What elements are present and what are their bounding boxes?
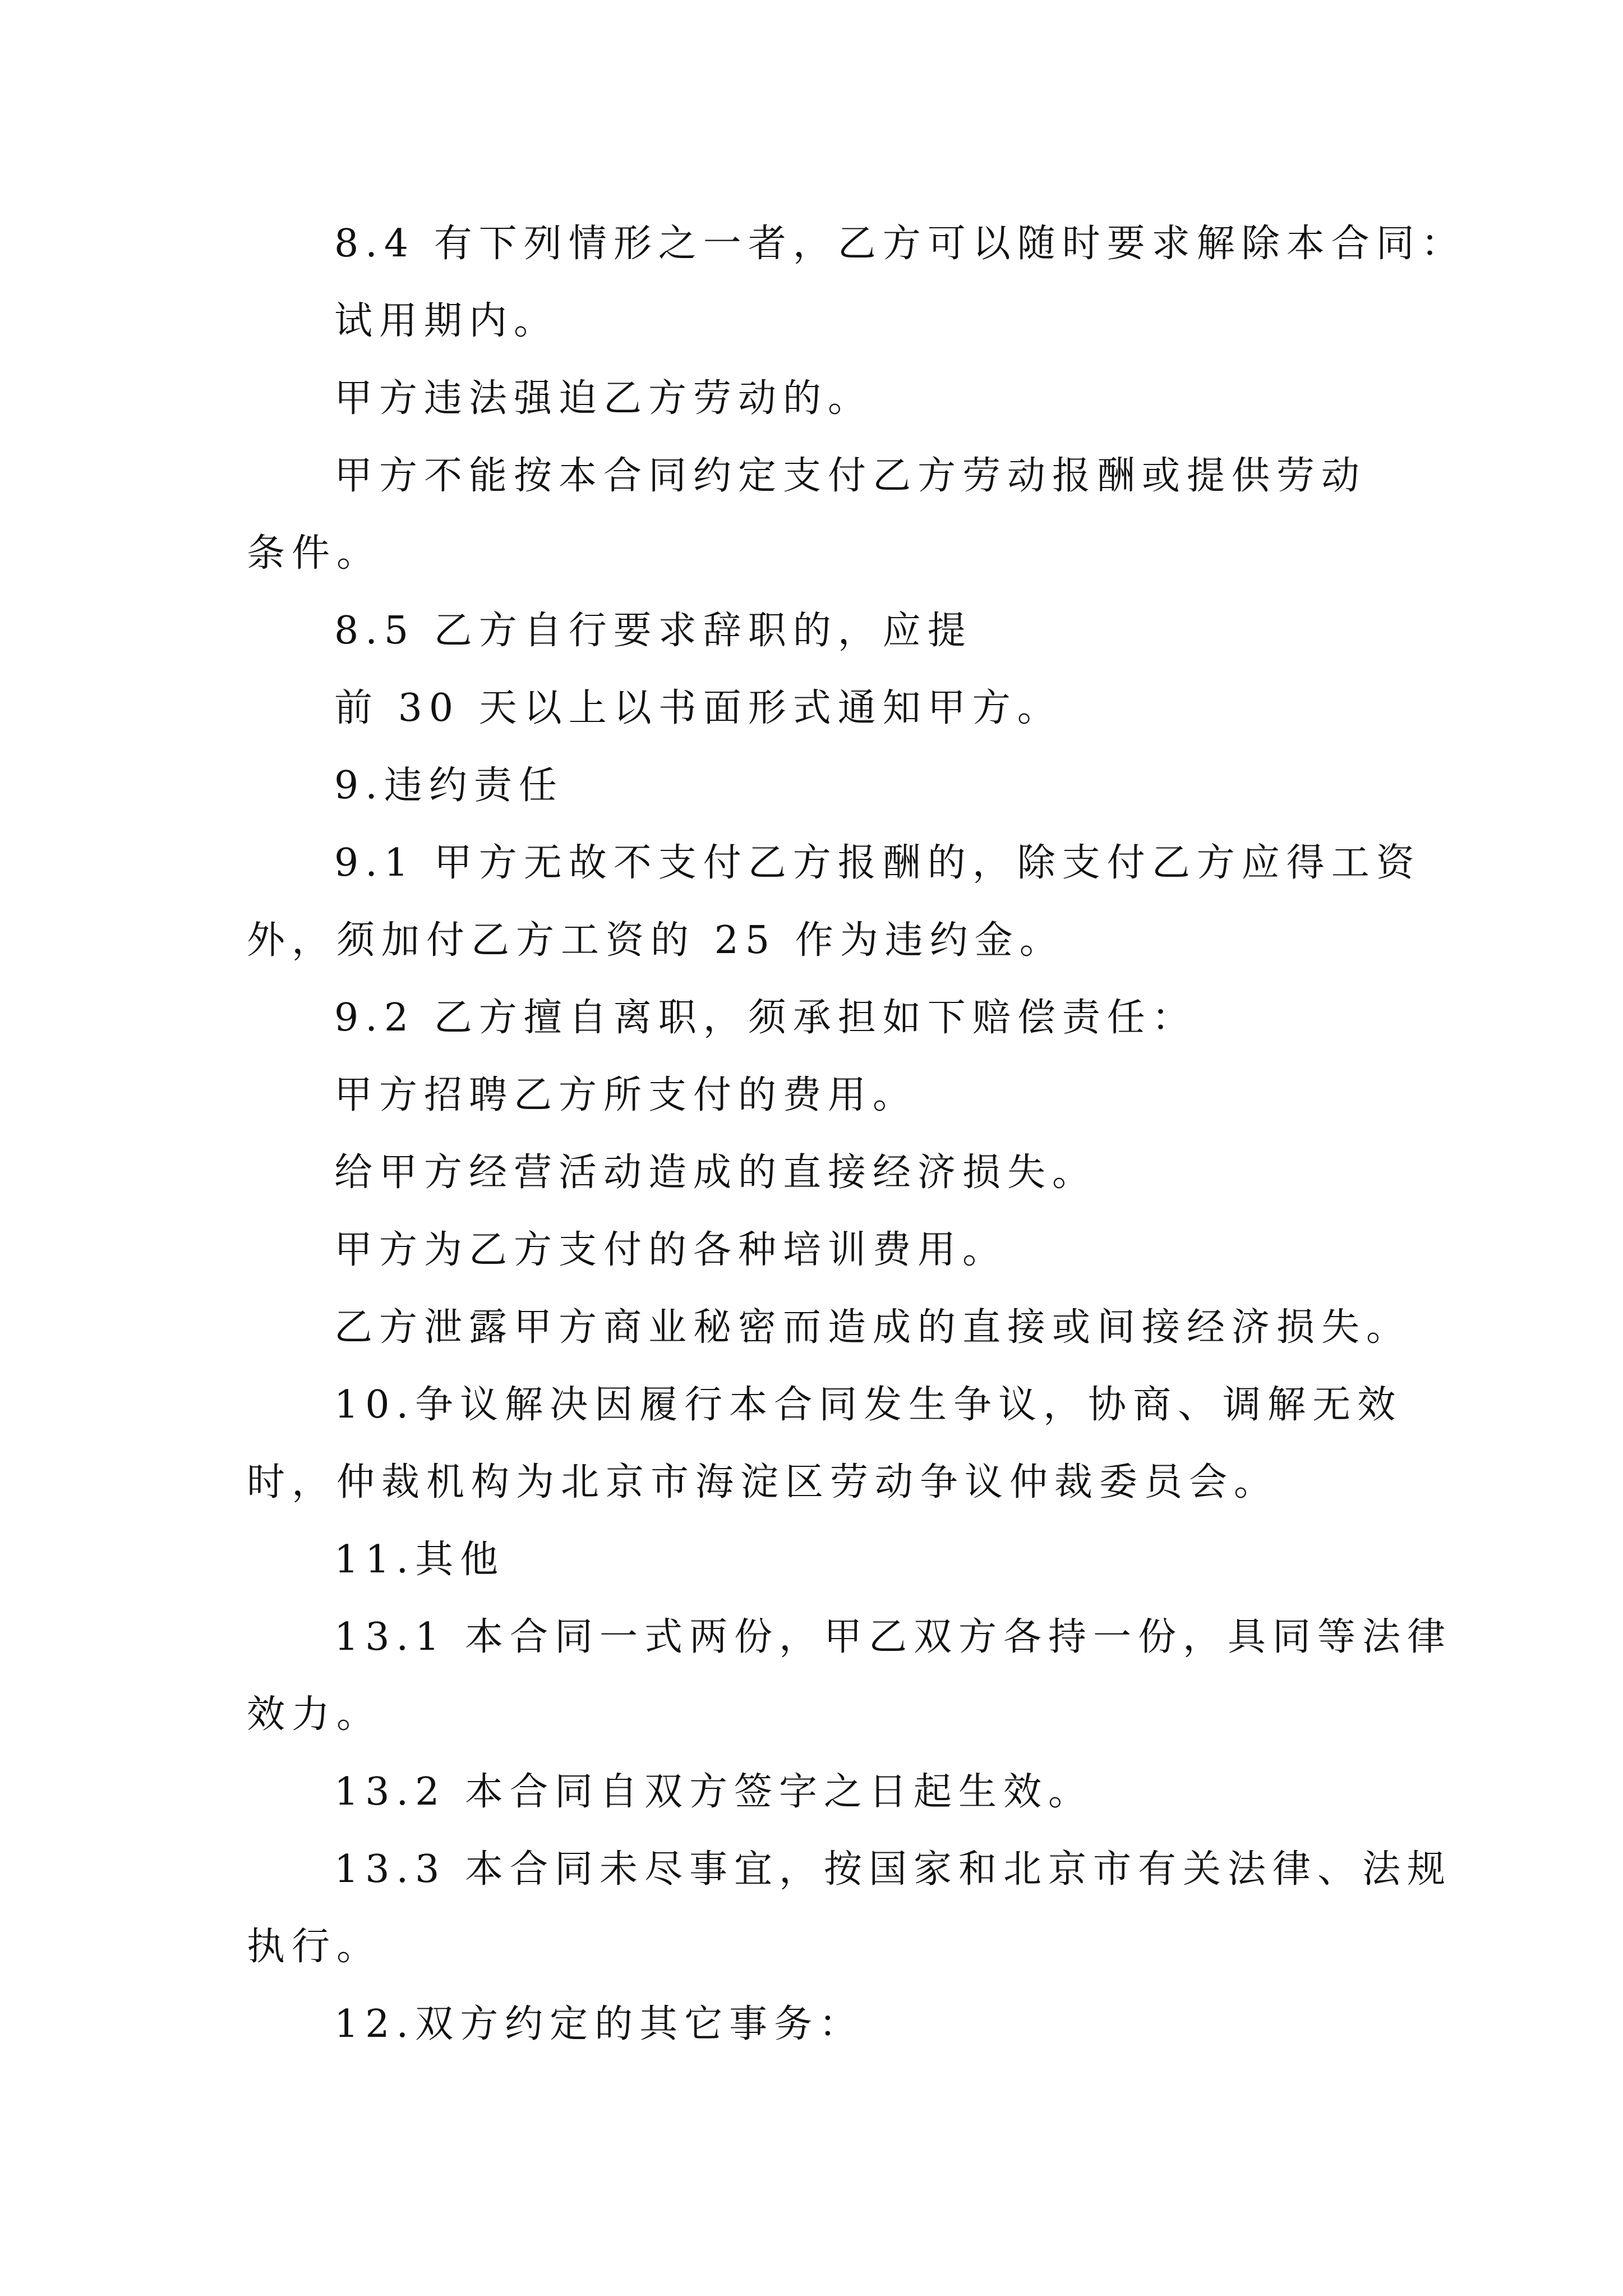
clause-8-5: 8.5 乙方自行要求辞职的，应提 [334,609,972,653]
clause-8-4-item-3: 甲方不能按本合同约定支付乙方劳动报酬或提供劳动 [334,454,1367,498]
clause-13-3: 13.3 本合同未尽事宜，按国家和北京市有关法律、法规 [334,1847,1453,1892]
clause-8-4-item-3-cont: 条件。 [247,531,382,576]
section-9-heading: 9.违约责任 [334,763,564,808]
clause-9-1: 9.1 甲方无故不支付乙方报酬的，除支付乙方应得工资 [334,841,1421,885]
clause-8-4-item-2: 甲方违法强迫乙方劳动的。 [334,376,873,421]
clause-9-1-cont: 外，须加付乙方工资的 25 作为违约金。 [247,918,1064,963]
clause-9-2-item-1: 甲方招聘乙方所支付的费用。 [334,1073,918,1117]
clause-13-1-cont: 效力。 [247,1692,382,1737]
section-10: 10.争议解决因履行本合同发生争议，协商、调解无效 [334,1383,1403,1427]
clause-9-2-item-2: 给甲方经营活动造成的直接经济损失。 [334,1151,1098,1195]
clause-8-5-cont: 前 30 天以上以书面形式通知甲方。 [334,686,1062,730]
clause-8-4: 8.4 有下列情形之一者，乙方可以随时要求解除本合同： [334,222,1466,266]
clause-9-2: 9.2 乙方擅自离职，须承担如下赔偿责任： [334,996,1197,1040]
section-12: 12.双方约定的其它事务： [334,2002,864,2046]
clause-9-2-item-3: 甲方为乙方支付的各种培训费用。 [334,1228,1008,1272]
clause-13-1: 13.1 本合同一式两份，甲乙双方各持一份，具同等法律 [334,1615,1453,1659]
clause-9-2-item-4: 乙方泄露甲方商业秘密而造成的直接或间接经济损失。 [334,1305,1412,1350]
section-11-heading: 11.其他 [334,1538,505,1582]
clause-13-3-cont: 执行。 [247,1925,382,1969]
section-10-cont: 时，仲裁机构为北京市海淀区劳动争议仲裁委员会。 [247,1460,1279,1504]
clause-13-2: 13.2 本合同自双方签字之日起生效。 [334,1770,1094,1814]
clause-8-4-item-1: 试用期内。 [334,299,559,343]
